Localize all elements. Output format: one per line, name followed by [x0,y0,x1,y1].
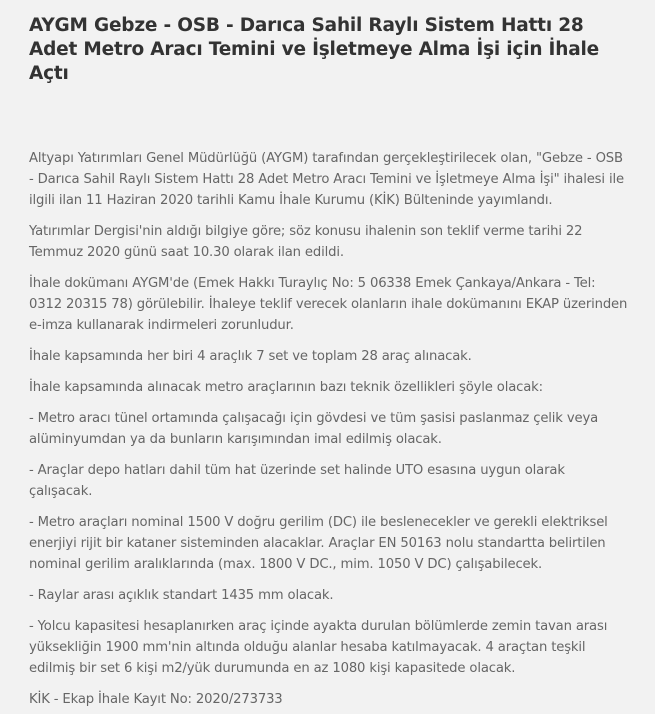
article-body [29,148,629,710]
article-paragraph: Yatırımlar Dergisi'nin aldığı bilgiye göre; söz konusu ihalenin son teklif verme tarihi 22 Temmuz 2020 günü saat 10.30 olarak ilan edildi. [29,224,583,260]
article-paragraph: - Metro aracı tünel ortamında çalışacağı için gövdesi ve tüm şasisi paslanmaz çelik veya alüminyumdan ya da bunların karışımından imal edilmiş olacak. [29,411,599,447]
article-paragraph: - Metro araçları nominal 1500 V doğru gerilim (DC) ile beslenecekler ve gerekli elektriksel enerjiyi rijit bir kataner sisteminden alacaklar. Araçlar EN 50163 nolu standartta belirtilen nominal gerilim aralıklarında (max. 1800 V DC., mim. 1050 V DC) çalışabilecek. [29,515,608,572]
article-title: AYGM Gebze - OSB - Darıca Sahil Raylı Sistem Hattı 28 Adet Metro Aracı Temini ve İşletmeye Alma İşi için İhale Açtı [29,15,599,84]
article-paragraph: İhale dokümanı AYGM'de (Emek Hakkı Turaylıç No: 5 06338 Emek Çankaya/Ankara - Tel: 0312 20315 78) görülebilir. İhaleye teklif verecek olanların ihale dokümanını EKAP üzerinden e-imza kullanarak indirmeleri zorunludur. [29,276,628,333]
article-paragraph: İhale kapsamında her biri 4 araçlık 7 set ve toplam 28 araç alınacak. [29,349,472,364]
article-paragraph: - Raylar arası açıklık standart 1435 mm olacak. [29,588,334,603]
article-paragraph: Altyapı Yatırımları Genel Müdürlüğü (AYGM) tarafından gerçekleştirilecek olan, "Gebze - OSB - Darıca Sahil Raylı Sistem Hattı 28 Adet Metro Aracı Temini ve İşletmeye Alma İşi" ihalesi ile ilgili ilan 11 Haziran 2020 tarihli Kamu İhale Kurumu (KİK) Bülteninde yayımlandı. [29,151,624,208]
article-paragraph: - Araçlar depo hatları dahil tüm hat üzerinde set halinde UTO esasına uygun olarak çalışacak. [29,463,565,499]
article-paragraph: - Yolcu kapasitesi hesaplanırken araç içinde ayakta durulan bölümlerde zemin tavan arası yüksekliğin 1900 mm'nin altında olduğu alanlar hesaba katılmayacak. 4 araçtan teşkil edilmiş bir set 6 kişi m2/yük durumunda en az 1080 kişi kapasitede olacak. [29,619,608,676]
registration-number: KİK - Ekap İhale Kayıt No: 2020/273733 [29,692,283,707]
article-paragraph: İhale kapsamında alınacak metro araçlarının bazı teknik özellikleri şöyle olacak: [29,380,543,395]
